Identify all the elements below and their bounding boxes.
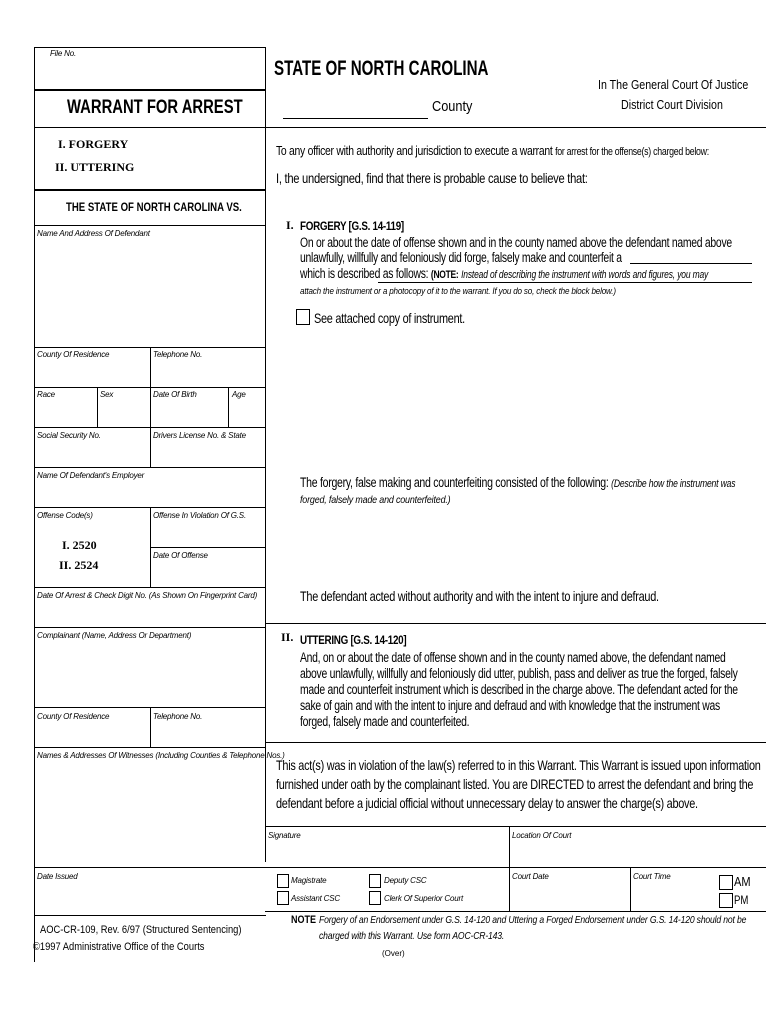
date-arrest-label: Date Of Arrest & Check Digit No. (As Shown On Fingerprint Card) (37, 591, 258, 600)
rule (265, 623, 766, 624)
telephone-label: Telephone No. (153, 350, 203, 359)
clerk-superior-checkbox[interactable] (369, 891, 381, 905)
top-border (34, 47, 266, 48)
note-bottom-2: charged with this Warrant. Use form AOC-CR-143. (319, 930, 505, 942)
column-divider (265, 47, 266, 862)
county-label: County (432, 98, 473, 115)
county-residence-label: County Of Residence (37, 350, 110, 359)
rule (34, 587, 266, 588)
to-officer-text: To any officer with authority and jurisdiction to execute a warrant (276, 143, 553, 158)
court-date-label: Court Date (512, 872, 549, 881)
rule (34, 225, 266, 226)
uttering-line-5: forged, falsely made and counterfeited. (300, 714, 470, 729)
to-officer-line (276, 143, 709, 160)
file-no-label: File No. (50, 49, 76, 58)
rule (265, 742, 766, 743)
to-officer-small: for arrest for the offense(s) charged below: (555, 146, 709, 158)
forgery-consisted-line (300, 475, 735, 492)
rule (265, 911, 766, 912)
uttering-line-1: And, on or about the date of offense shown and in the county named above, the defendant named (300, 650, 726, 665)
charge-forgery: I. FORGERY (58, 137, 129, 151)
signature-label: Signature (268, 831, 301, 840)
race-label: Race (37, 390, 55, 399)
ssn-label: Social Security No. (37, 431, 101, 440)
form-number: AOC-CR-109, Rev. 6/97 (Structured Sentencing) (40, 924, 242, 936)
rule (34, 747, 266, 748)
magistrate-label: Magistrate (291, 876, 327, 885)
description-blank[interactable] (378, 282, 752, 283)
uttering-heading: UTTERING [G.S. 14-120] (300, 633, 407, 647)
rule (34, 867, 766, 868)
uttering-line-3: made and counterfeit instrument which is described in the charge above. The defendant acted for the (300, 682, 738, 697)
rule (228, 387, 229, 427)
deputy-csc-label: Deputy CSC (384, 876, 427, 885)
left-border (34, 47, 35, 962)
am-label: AM (734, 874, 751, 889)
complainant-label: Complainant (Name, Address Or Department) (37, 631, 192, 640)
warrant-title: WARRANT FOR ARREST (67, 97, 243, 118)
state-vs: THE STATE OF NORTH CAROLINA VS. (66, 200, 242, 214)
county-residence-label-2: County Of Residence (37, 712, 110, 721)
note-text-1: Instead of describing the instrument with words and figures, you may (461, 269, 709, 281)
note-label: (NOTE: (430, 269, 459, 281)
rule (150, 427, 151, 467)
state-heading: STATE OF NORTH CAROLINA (274, 57, 489, 80)
offense-code-2: II. 2524 (59, 558, 99, 572)
forgery-text-3: which is described as follows: (300, 266, 429, 281)
attached-copy-label: See attached copy of instrument. (314, 310, 465, 326)
forgery-number: I. (286, 218, 294, 232)
uttering-line-4: sake of gain and with the intent to injure and defraud and with knowledge that the instrument was (300, 698, 720, 713)
note-heading: NOTE (291, 914, 317, 926)
undersigned-text: I, the undersigned, find that there is probable cause to believe that: (276, 170, 588, 186)
clerk-superior-label: Clerk Of Superior Court (384, 894, 463, 903)
rule (509, 826, 510, 911)
county-blank[interactable] (283, 118, 428, 119)
offense-violation-label: Offense In Violation Of G.S. (153, 511, 246, 520)
rule (34, 127, 266, 128)
sex-label: Sex (100, 390, 114, 399)
forgery-describe-2: forged, falsely made and counterfeited.) (300, 494, 451, 506)
forgery-text-1: On or about the date of offense shown and in the county named above the defendant named above (300, 235, 732, 250)
uttering-number: II. (281, 630, 294, 644)
assistant-csc-label: Assistant CSC (291, 894, 340, 903)
over-label: (Over) (382, 949, 405, 958)
rule (150, 707, 151, 747)
defendant-label: Name And Address Of Defendant (37, 229, 150, 238)
rule (150, 347, 151, 387)
pm-label: PM (734, 893, 749, 907)
uttering-line-2: above unlawfully, willfully and feloniously did utter, publish, pass and deliver as true the forged, falsely (300, 666, 738, 681)
note-text-2: attach the instrument or a photocopy of it to the warrant. If you do so, check the block below.) (300, 286, 616, 297)
attached-copy-checkbox[interactable] (296, 309, 310, 325)
rule (97, 387, 98, 427)
employer-label: Name Of Defendant's Employer (37, 471, 145, 480)
court-line-2: District Court Division (621, 97, 723, 112)
offense-codes-label: Offense Code(s) (37, 511, 93, 520)
court-line-1: In The General Court Of Justice (598, 77, 749, 92)
rule (630, 867, 631, 911)
location-court-label: Location Of Court (512, 831, 572, 840)
deputy-csc-checkbox[interactable] (369, 874, 381, 888)
charge-uttering: II. UTTERING (55, 160, 135, 174)
dl-label: Drivers License No. & State (153, 431, 246, 440)
rule (34, 627, 266, 628)
date-offense-label: Date Of Offense (153, 551, 208, 560)
forgery-describe-1: (Describe how the instrument was (611, 478, 736, 490)
note-bottom-1: Forgery of an Endorsement under G.S. 14-120 and Uttering a Forged Endorsement under G.S. 14-120 should not be (319, 914, 747, 926)
copyright: ©1997 Administrative Office of the Courts (33, 941, 205, 953)
offense-code-1: I. 2520 (62, 538, 97, 552)
rule (150, 547, 266, 548)
witnesses-label: Names & Addresses Of Witnesses (Including Counties & Telephone Nos.) (37, 751, 285, 760)
telephone-label-2: Telephone No. (153, 712, 203, 721)
age-label: Age (232, 390, 246, 399)
court-time-label: Court Time (633, 872, 671, 881)
instrument-blank[interactable] (630, 263, 752, 264)
without-authority: The defendant acted without authority and with the intent to injure and defraud. (300, 588, 659, 604)
date-issued-label: Date Issued (37, 872, 78, 881)
dob-label: Date Of Birth (153, 390, 197, 399)
forgery-text-3-line (300, 266, 708, 283)
rule (34, 89, 266, 91)
rule (34, 189, 266, 191)
magistrate-checkbox[interactable] (277, 874, 289, 888)
forgery-text-2: unlawfully, willfully and feloniously did forge, falsely make and counterfeit a (300, 250, 622, 265)
pm-checkbox[interactable] (719, 893, 733, 908)
assistant-csc-checkbox[interactable] (277, 891, 289, 905)
rule (34, 467, 266, 468)
rule (34, 915, 266, 916)
forgery-consisted: The forgery, false making and counterfeiting consisted of the following: (300, 475, 609, 490)
forgery-heading: FORGERY [G.S. 14-119] (300, 219, 404, 233)
violation-line-2: furnished under oath by the complainant listed. You are DIRECTED to arrest the defendant and bring the (276, 776, 754, 792)
rule (265, 826, 766, 827)
violation-line-1: This act(s) was in violation of the law(s) referred to in this Warrant. This Warrant is issued upon information (276, 757, 761, 773)
rule (265, 127, 766, 128)
violation-line-3: defendant before a judicial official without unnecessary delay to answer the charge(s) above. (276, 795, 698, 811)
rule (150, 387, 151, 427)
am-checkbox[interactable] (719, 875, 733, 890)
